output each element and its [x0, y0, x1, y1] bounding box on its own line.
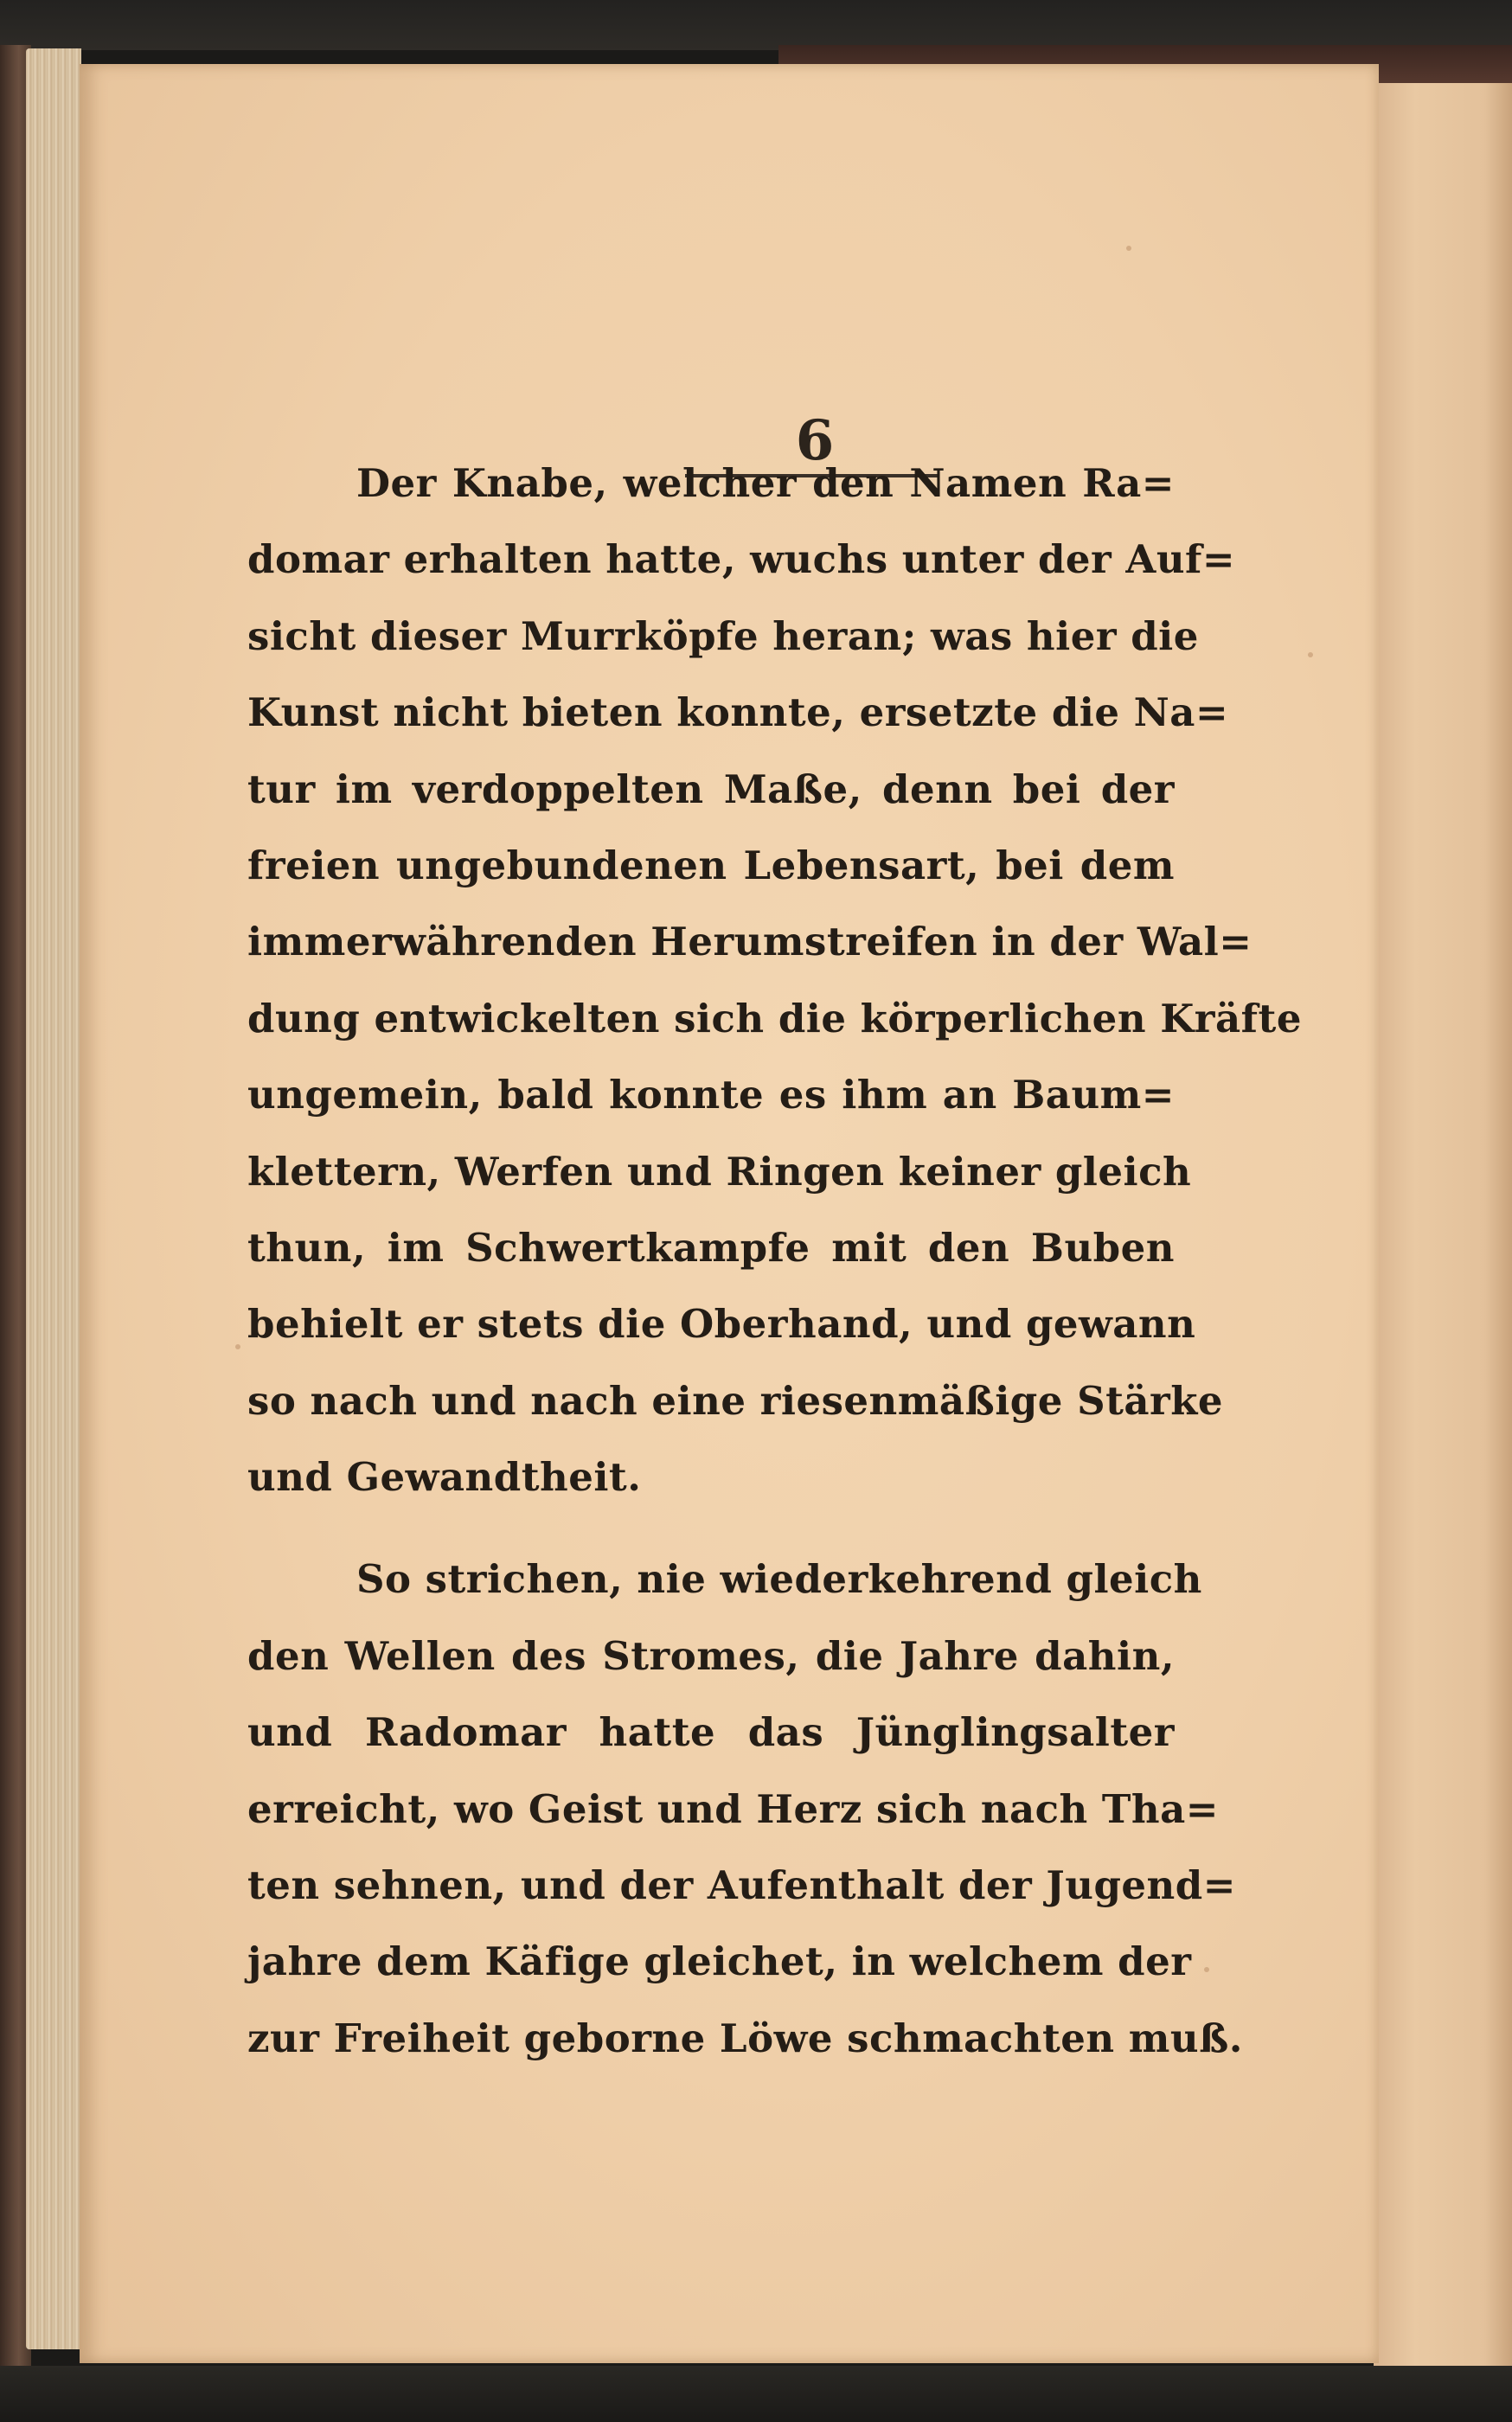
- text-line: jahre dem Käfige gleichet, in welchem der: [247, 1938, 1192, 1985]
- text-line: freien ungebundenen Lebensart, bei dem: [247, 842, 1175, 888]
- text-line: immerwährenden Herumstreifen in der Wal=: [247, 919, 1253, 965]
- paper-speck: [1308, 652, 1313, 657]
- paper-speck: [1126, 246, 1131, 251]
- scan-background-bottom: [0, 2366, 1512, 2422]
- text-line: sicht dieser Murrköpfe heran; was hier die: [247, 612, 1199, 659]
- text-line: und Radomar hatte das Jünglingsalter: [247, 1709, 1175, 1756]
- text-line: domar erhalten hatte, wuchs unter der Auf=: [247, 536, 1236, 583]
- paper-speck: [235, 1344, 240, 1349]
- text-line: erreicht, wo Geist und Herz sich nach Tha=: [247, 1785, 1219, 1832]
- body-text: [247, 445, 1302, 2077]
- text-line: ten sehnen, und der Aufenthalt der Jugend=: [247, 1862, 1236, 1909]
- paper-speck: [1204, 1967, 1209, 1972]
- text-line: behielt er stets die Oberhand, und gewann: [247, 1301, 1196, 1348]
- paragraph-2: [247, 1541, 1243, 2077]
- text-line: klettern, Werfen und Ringen keiner gleich: [247, 1148, 1192, 1195]
- paragraph-gap: [247, 1515, 1175, 1541]
- page-edges: [26, 48, 81, 2349]
- text-line: Kunst nicht bieten konnte, ersetzte die Na=: [247, 689, 1229, 736]
- text-line: und Gewandtheit.: [247, 1454, 642, 1501]
- text-line: ungemein, bald konnte es ihm an Baum=: [247, 1072, 1175, 1118]
- text-line: tur im verdoppelten Maße, denn bei der: [247, 766, 1175, 812]
- facing-leaf: [1374, 83, 1512, 2367]
- text-line: Der Knabe, welcher den Namen Ra=: [356, 460, 1175, 506]
- text-line: den Wellen des Stromes, die Jahre dahin,: [247, 1632, 1175, 1679]
- text-line: zur Freiheit geborne Löwe schmachten muß.: [247, 2015, 1243, 2061]
- scan-background-top: [0, 0, 1512, 50]
- text-line: dung entwickelten sich die körperlichen Kräfte: [247, 995, 1302, 1041]
- text-line: thun, im Schwertkampfe mit den Buben: [247, 1224, 1175, 1271]
- text-line: so nach und nach eine riesenmäßige Stärke: [247, 1377, 1224, 1424]
- paragraph-1: [247, 445, 1302, 1515]
- page-number: 6: [795, 408, 835, 473]
- text-line: So strichen, nie wiederkehrend gleich: [356, 1556, 1202, 1603]
